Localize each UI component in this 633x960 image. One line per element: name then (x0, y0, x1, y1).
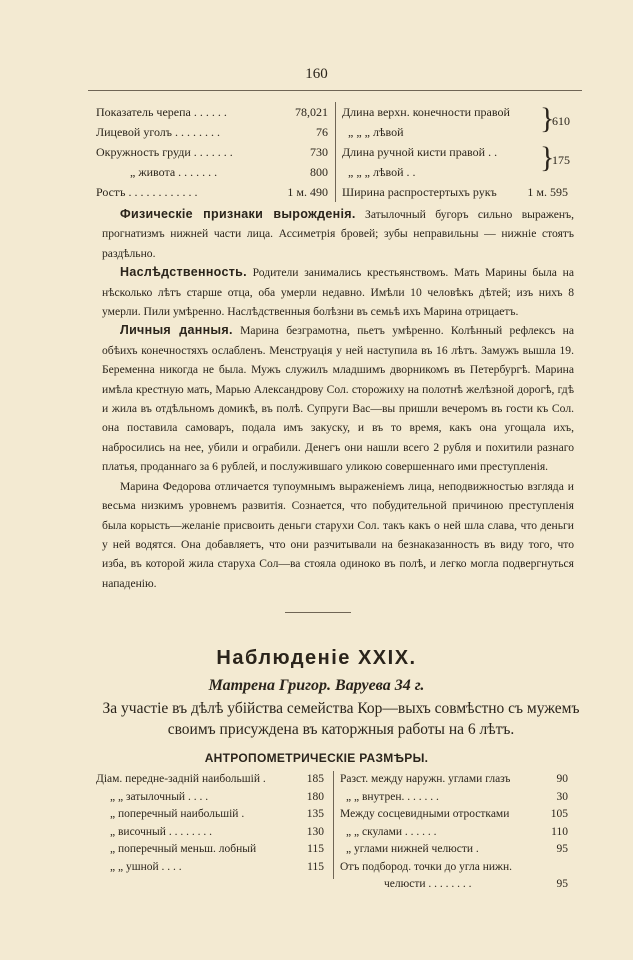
paragraph (102, 321, 574, 476)
table-row (340, 771, 568, 789)
table-row (342, 102, 540, 122)
row-value: 115 (307, 843, 324, 855)
row-label: „ углами нижней челюсти . (346, 843, 479, 855)
table-row (96, 162, 328, 182)
table-row (96, 789, 324, 807)
row-value: 115 (307, 860, 324, 873)
bottom-right-table (340, 771, 568, 894)
row-value: 130 (306, 825, 324, 838)
paragraph (102, 263, 574, 321)
table-row (96, 806, 324, 824)
table-row (96, 824, 324, 842)
table-row (340, 789, 568, 807)
row-label: „ поперечный наибольшій . (110, 808, 245, 820)
row-label: „ живота . . . . . . . (130, 165, 218, 179)
paragraph (102, 477, 574, 593)
bottom-left-table (96, 771, 324, 876)
row-value: 135 (306, 808, 324, 820)
row-value: 95 (556, 843, 568, 855)
brace-value: 610 (552, 114, 570, 128)
paragraph-text: Родители занимались крестьянствомъ. Мать Марины была на нѣсколько лѣтъ старше отца, оба умерли недавно. Имѣли 10 человѣкъ дѣтей; изъ нихъ 8 умерли. Пили умѣренно. Наслѣдственныя болѣзни въ семьѣ ихъ Марина отрицаетъ. (102, 266, 574, 319)
table-row (342, 162, 540, 182)
row-label: „ поперечный меньш. лобный (110, 843, 257, 855)
top-left-table (96, 102, 328, 202)
row-value: 78,021 (295, 105, 328, 119)
main-text (102, 205, 574, 593)
subject-name: Матрена Григор. Варуева 34 г. (208, 677, 425, 694)
section-heading: Наслѣдственность. (120, 265, 247, 280)
table-row (340, 824, 568, 842)
row-value: 30 (556, 790, 568, 803)
brace-icon: } (540, 141, 555, 174)
anthropometric-heading: АНТРОПОМЕТРИЧЕСКІЕ РАЗМѢРЫ. (204, 751, 429, 765)
paragraph (102, 205, 574, 263)
row-label: „ „ скулами . . . . . . (346, 825, 437, 838)
top-right-last-row (342, 182, 568, 202)
brace-value: 175 (552, 153, 570, 167)
row-label: Ширина распростертыхъ рукъ (342, 185, 497, 199)
table-row (342, 182, 568, 202)
verdict-text: За участіе въ дѣлѣ убійства семейства Кор—выхъ совмѣстно съ мужемъ своимъ присуждена въ каторжныя работы на 6 лѣтъ. (102, 700, 580, 738)
paragraph-text: Марина Федорова отличается тупоумнымъ выраженіемъ лица, неподвижностью взгляда и весьма низкимъ уровнемъ развитія. Сознается, что побудительной причиною преступленія была корысть—желаніе присвоить деньги старухи Сол. такъ какъ о ней шла слава, что деньги у ней водятся. Она добавляетъ, что они разчитывали на безнаказанность въ виду того, что изба, въ которой жила старуха Сол—ва стояла одиноко въ полѣ, и легко могла подвергнуться нападенію. (102, 479, 574, 590)
table-row (96, 102, 328, 122)
row-value: 95 (556, 878, 568, 890)
table-row (340, 876, 568, 894)
table-row (96, 182, 328, 202)
paragraph-text: Затылочный бугоръ сильно выраженъ, прогнатизмъ нижней части лица. Ассиметрія бровей; зубы неправильны — нижніе стоятъ раздѣльно. (102, 208, 575, 260)
section-separator (285, 612, 351, 613)
row-label: Лицевой уголъ . . . . . . . . (96, 125, 220, 139)
row-label: Отъ подбород. точки до угла нижн. (340, 860, 513, 873)
row-label: челюсти . . . . . . . . (384, 878, 472, 890)
row-label: Ростъ . . . . . . . . . . . . (96, 185, 198, 199)
row-label: „ „ ушной . . . . (110, 860, 182, 873)
row-value: 800 (310, 165, 328, 179)
table-row (340, 841, 568, 859)
row-value: 90 (556, 773, 568, 785)
observation-title: Наблюденіе XXIX. (216, 647, 417, 669)
section-heading: Личныя данныя. (120, 323, 233, 338)
column-divider (335, 102, 336, 202)
row-value: 1 м. 490 (287, 185, 328, 199)
row-label: Разст. между наружн. углами глазъ (340, 773, 511, 785)
row-value: 730 (310, 145, 328, 159)
row-label: Длина верхн. конечности правой (342, 105, 510, 119)
table-row (342, 142, 540, 162)
row-label: Между сосцевидными отростками (340, 808, 510, 820)
paragraph-text: Марина безграмотна, пьетъ умѣренно. Колѣнный рефлексъ на обѣихъ конечностяхъ ослабленъ. Менструація у ней наступила въ 16 лѣтъ. Замужъ вышла 19. Беременна никогда не была. Мужъ служилъ младшимъ дворникомъ въ Петербургѣ. Марина имѣла крестную мать, Марью Александрову Сол. сторожиху на полотнѣ желѣзной дорогѣ, гдѣ и жила въ отдѣльномъ домикѣ, въ полѣ. Супруги Вас—вы пришли вечеромъ въ гости къ Сол. она поставила самоваръ, подала имъ закуску, и въ то время, какъ она угощала ихъ, набросились на нее, убили и ограбили. Денегъ они нашли всего 2 рубля и похитили разнаго платья, проданнаго за 6 рублей, и послужившаго уликою совершеннаго ими преступленія. (102, 324, 574, 474)
table-row (96, 142, 328, 162)
section-heading: Физическіе признаки вырожденія. (120, 207, 356, 221)
brace-icon: } (540, 102, 555, 135)
table-row (342, 122, 540, 142)
column-divider (333, 771, 334, 879)
row-value: 76 (316, 125, 328, 139)
row-value: 180 (306, 790, 324, 803)
row-label: „ „ внутрен. . . . . . . (346, 790, 439, 803)
top-right-table (342, 102, 540, 182)
table-row (96, 841, 324, 859)
table-row (340, 859, 568, 877)
row-value: 110 (551, 825, 568, 838)
header-rule (88, 90, 582, 91)
table-row (96, 771, 324, 789)
row-value: 185 (306, 773, 324, 785)
row-label: Длина ручной кисти правой . . (342, 145, 498, 159)
table-row (340, 806, 568, 824)
row-label: Окружность груди . . . . . . . (96, 145, 233, 159)
row-label: „ „ „ лѣвой (348, 125, 404, 139)
row-value: 1 м. 595 (527, 185, 568, 199)
row-label: „ височный . . . . . . . . (110, 825, 212, 838)
row-label: „ „ „ лѣвой . . (348, 165, 416, 179)
row-value: 105 (550, 808, 568, 820)
table-row (96, 122, 328, 142)
row-label: „ „ затылочный . . . . (110, 790, 209, 803)
row-label: Діам. передне-задній наибольшій . (96, 773, 266, 785)
table-row (96, 859, 324, 877)
row-label: Показатель черепа . . . . . . (96, 105, 227, 119)
page-number: 160 (305, 66, 328, 82)
